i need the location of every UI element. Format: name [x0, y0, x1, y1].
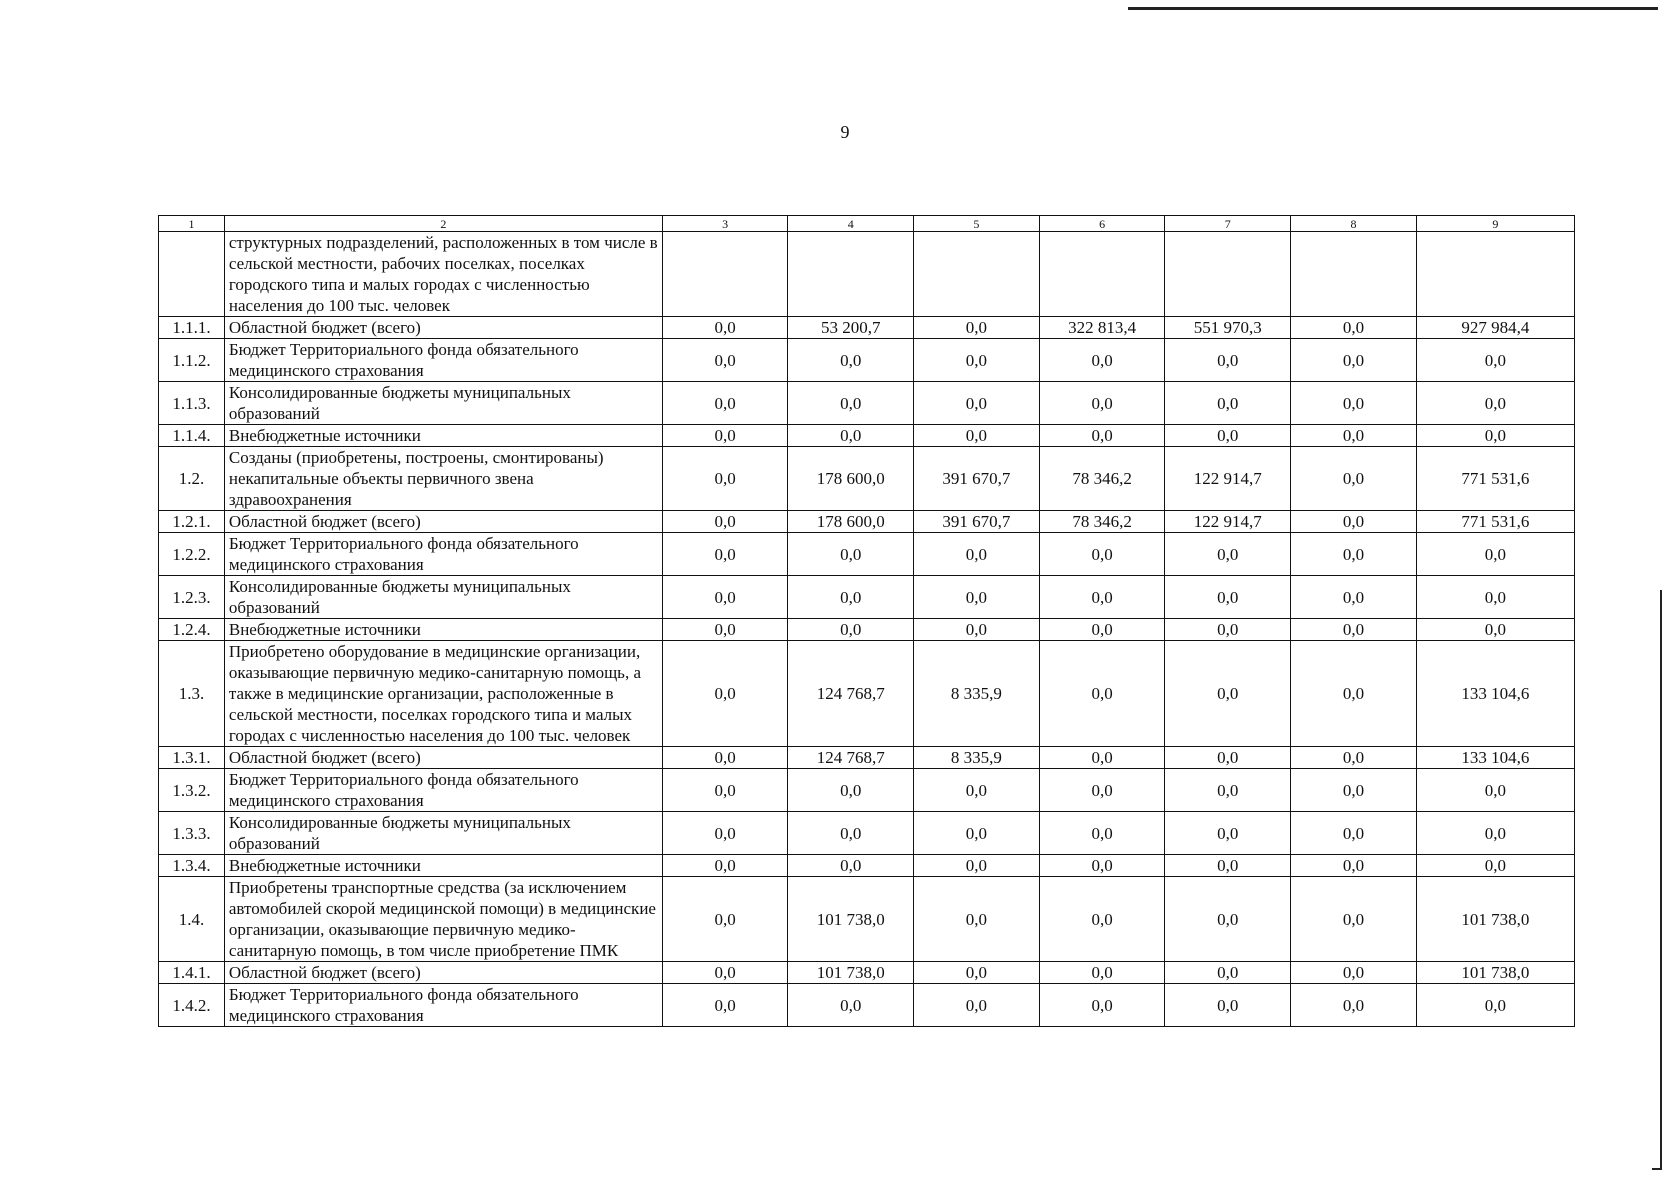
value-cell: 0,0	[1039, 877, 1165, 962]
value-cell: 0,0	[788, 339, 914, 382]
value-cell: 0,0	[1039, 962, 1165, 984]
value-cell: 0,0	[788, 533, 914, 576]
table-row	[159, 619, 1575, 641]
value-cell: 0,0	[1165, 576, 1291, 619]
table-row	[159, 533, 1575, 576]
table-row	[159, 339, 1575, 382]
value-cell: 0,0	[1039, 533, 1165, 576]
value-cell: 771 531,6	[1416, 447, 1574, 511]
value-cell: 0,0	[1039, 339, 1165, 382]
value-cell: 53 200,7	[788, 317, 914, 339]
value-cell: 0,0	[1165, 984, 1291, 1027]
value-cell: 0,0	[914, 877, 1040, 962]
row-number: 1.2.3.	[159, 576, 225, 619]
value-cell: 0,0	[662, 769, 788, 812]
value-cell: 0,0	[662, 425, 788, 447]
header-row	[159, 216, 1575, 232]
value-cell: 0,0	[1291, 447, 1417, 511]
header-cell: 1	[159, 216, 225, 232]
value-cell: 0,0	[1291, 619, 1417, 641]
value-cell: 0,0	[788, 425, 914, 447]
value-cell: 0,0	[788, 382, 914, 425]
budget-table	[158, 215, 1575, 1027]
value-cell: 0,0	[914, 812, 1040, 855]
value-cell: 0,0	[914, 619, 1040, 641]
value-cell: 0,0	[1165, 425, 1291, 447]
value-cell: 0,0	[914, 339, 1040, 382]
value-cell: 0,0	[1039, 812, 1165, 855]
value-cell: 78 346,2	[1039, 447, 1165, 511]
value-cell: 0,0	[1291, 855, 1417, 877]
value-cell: 122 914,7	[1165, 511, 1291, 533]
value-cell: 0,0	[1291, 747, 1417, 769]
value-cell	[1039, 232, 1165, 317]
value-cell: 0,0	[788, 812, 914, 855]
value-cell: 0,0	[662, 641, 788, 747]
value-cell: 0,0	[1165, 855, 1291, 877]
value-cell: 0,0	[1165, 382, 1291, 425]
value-cell: 0,0	[1416, 382, 1574, 425]
value-cell: 0,0	[1291, 641, 1417, 747]
table-row	[159, 382, 1575, 425]
value-cell: 0,0	[914, 533, 1040, 576]
value-cell: 101 738,0	[1416, 877, 1574, 962]
row-number: 1.1.1.	[159, 317, 225, 339]
value-cell: 124 768,7	[788, 641, 914, 747]
value-cell: 0,0	[1291, 533, 1417, 576]
value-cell: 391 670,7	[914, 447, 1040, 511]
table-row	[159, 877, 1575, 962]
value-cell: 0,0	[1165, 962, 1291, 984]
value-cell: 0,0	[662, 576, 788, 619]
value-cell: 0,0	[1416, 425, 1574, 447]
value-cell: 178 600,0	[788, 511, 914, 533]
value-cell: 0,0	[1165, 339, 1291, 382]
row-description: Созданы (приобретены, построены, смонтированы) некапитальные объекты первичного звена здравоохранения	[224, 447, 662, 511]
table-row	[159, 962, 1575, 984]
row-number: 1.4.1.	[159, 962, 225, 984]
table-row	[159, 747, 1575, 769]
value-cell: 0,0	[1165, 619, 1291, 641]
value-cell: 927 984,4	[1416, 317, 1574, 339]
value-cell: 101 738,0	[788, 962, 914, 984]
value-cell: 0,0	[1291, 576, 1417, 619]
value-cell: 0,0	[1039, 855, 1165, 877]
row-number: 1.3.	[159, 641, 225, 747]
value-cell: 8 335,9	[914, 641, 1040, 747]
value-cell	[662, 232, 788, 317]
value-cell: 0,0	[1416, 855, 1574, 877]
value-cell: 0,0	[914, 576, 1040, 619]
value-cell	[1416, 232, 1574, 317]
value-cell: 0,0	[662, 619, 788, 641]
value-cell: 0,0	[1416, 812, 1574, 855]
row-description: Бюджет Территориального фонда обязательного медицинского страхования	[224, 533, 662, 576]
value-cell: 0,0	[914, 855, 1040, 877]
value-cell: 8 335,9	[914, 747, 1040, 769]
value-cell: 0,0	[1039, 576, 1165, 619]
row-description: Бюджет Территориального фонда обязательного медицинского страхования	[224, 984, 662, 1027]
value-cell: 0,0	[662, 747, 788, 769]
value-cell: 133 104,6	[1416, 747, 1574, 769]
table-row	[159, 511, 1575, 533]
table-row	[159, 641, 1575, 747]
value-cell: 0,0	[1416, 769, 1574, 812]
table-row	[159, 232, 1575, 317]
value-cell: 0,0	[914, 425, 1040, 447]
table-body	[159, 232, 1575, 1027]
row-description: Областной бюджет (всего)	[224, 962, 662, 984]
value-cell: 0,0	[1291, 339, 1417, 382]
header-cell: 8	[1291, 216, 1417, 232]
right-border-line	[1660, 590, 1662, 1170]
row-description: Внебюджетные источники	[224, 619, 662, 641]
value-cell: 0,0	[662, 533, 788, 576]
header-cell: 9	[1416, 216, 1574, 232]
table-row	[159, 855, 1575, 877]
value-cell: 0,0	[1039, 769, 1165, 812]
row-number: 1.3.2.	[159, 769, 225, 812]
row-number: 1.2.1.	[159, 511, 225, 533]
value-cell: 0,0	[914, 317, 1040, 339]
value-cell: 0,0	[914, 984, 1040, 1027]
row-description: Областной бюджет (всего)	[224, 317, 662, 339]
value-cell: 0,0	[1416, 339, 1574, 382]
value-cell: 0,0	[788, 984, 914, 1027]
row-description: Консолидированные бюджеты муниципальных образований	[224, 576, 662, 619]
value-cell: 0,0	[1165, 747, 1291, 769]
table-row	[159, 317, 1575, 339]
value-cell: 0,0	[1291, 769, 1417, 812]
value-cell: 0,0	[1291, 984, 1417, 1027]
row-number: 1.2.4.	[159, 619, 225, 641]
row-number: 1.3.1.	[159, 747, 225, 769]
value-cell: 0,0	[1039, 425, 1165, 447]
value-cell: 0,0	[788, 619, 914, 641]
row-description: Внебюджетные источники	[224, 425, 662, 447]
value-cell: 0,0	[1039, 984, 1165, 1027]
row-number	[159, 232, 225, 317]
header-cell: 7	[1165, 216, 1291, 232]
value-cell: 0,0	[1291, 425, 1417, 447]
value-cell: 0,0	[1291, 812, 1417, 855]
row-number: 1.1.4.	[159, 425, 225, 447]
value-cell: 0,0	[1165, 769, 1291, 812]
value-cell: 0,0	[914, 962, 1040, 984]
row-number: 1.4.2.	[159, 984, 225, 1027]
value-cell: 122 914,7	[1165, 447, 1291, 511]
value-cell: 0,0	[1291, 511, 1417, 533]
value-cell: 124 768,7	[788, 747, 914, 769]
table-row	[159, 576, 1575, 619]
value-cell: 0,0	[662, 382, 788, 425]
value-cell: 78 346,2	[1039, 511, 1165, 533]
table-row	[159, 447, 1575, 511]
value-cell: 0,0	[788, 769, 914, 812]
row-number: 1.3.4.	[159, 855, 225, 877]
right-border-foot	[1652, 1168, 1662, 1170]
value-cell: 0,0	[1165, 877, 1291, 962]
header-cell: 3	[662, 216, 788, 232]
row-number: 1.2.2.	[159, 533, 225, 576]
value-cell: 0,0	[1039, 382, 1165, 425]
header-cell: 6	[1039, 216, 1165, 232]
value-cell: 0,0	[1416, 984, 1574, 1027]
value-cell: 0,0	[662, 812, 788, 855]
row-number: 1.2.	[159, 447, 225, 511]
row-description: Областной бюджет (всего)	[224, 511, 662, 533]
table-row	[159, 425, 1575, 447]
value-cell: 391 670,7	[914, 511, 1040, 533]
header-cell: 4	[788, 216, 914, 232]
value-cell	[788, 232, 914, 317]
table-row	[159, 769, 1575, 812]
value-cell: 0,0	[662, 317, 788, 339]
value-cell: 178 600,0	[788, 447, 914, 511]
value-cell	[1291, 232, 1417, 317]
row-description: Бюджет Территориального фонда обязательного медицинского страхования	[224, 769, 662, 812]
row-number: 1.4.	[159, 877, 225, 962]
value-cell: 0,0	[662, 447, 788, 511]
page-number: 9	[840, 122, 850, 142]
value-cell: 0,0	[788, 576, 914, 619]
row-number: 1.3.3.	[159, 812, 225, 855]
value-cell: 0,0	[1291, 317, 1417, 339]
value-cell: 0,0	[1039, 747, 1165, 769]
value-cell: 0,0	[662, 339, 788, 382]
header-cell: 2	[224, 216, 662, 232]
value-cell: 0,0	[1291, 877, 1417, 962]
value-cell: 0,0	[662, 855, 788, 877]
table-row	[159, 984, 1575, 1027]
value-cell: 0,0	[1416, 533, 1574, 576]
value-cell: 0,0	[1291, 962, 1417, 984]
value-cell: 322 813,4	[1039, 317, 1165, 339]
header-cell: 5	[914, 216, 1040, 232]
value-cell: 0,0	[1416, 576, 1574, 619]
row-description: структурных подразделений, расположенных в том числе в сельской местности, рабочих поселках, поселках городского типа и малых городах с численностью населения до 100 тыс. человек	[224, 232, 662, 317]
value-cell: 0,0	[662, 511, 788, 533]
row-description: Областной бюджет (всего)	[224, 747, 662, 769]
value-cell: 0,0	[662, 962, 788, 984]
value-cell: 0,0	[1416, 619, 1574, 641]
value-cell: 0,0	[788, 855, 914, 877]
row-number: 1.1.3.	[159, 382, 225, 425]
value-cell: 101 738,0	[788, 877, 914, 962]
value-cell: 0,0	[1165, 533, 1291, 576]
value-cell: 0,0	[1291, 382, 1417, 425]
value-cell: 0,0	[914, 769, 1040, 812]
row-description: Консолидированные бюджеты муниципальных образований	[224, 812, 662, 855]
value-cell	[1165, 232, 1291, 317]
value-cell	[914, 232, 1040, 317]
value-cell: 0,0	[1165, 812, 1291, 855]
row-number: 1.1.2.	[159, 339, 225, 382]
row-description: Приобретено оборудование в медицинские организации, оказывающие первичную медико-санитарную помощь, а также в медицинские организации, расположенные в сельской местности, поселках городского типа и малых городах с численностью населения до 100 тыс. человек	[224, 641, 662, 747]
top-border-line	[1128, 7, 1658, 10]
value-cell: 101 738,0	[1416, 962, 1574, 984]
value-cell: 551 970,3	[1165, 317, 1291, 339]
value-cell: 0,0	[662, 984, 788, 1027]
value-cell: 0,0	[914, 382, 1040, 425]
value-cell: 0,0	[1165, 641, 1291, 747]
row-description: Приобретены транспортные средства (за исключением автомобилей скорой медицинской помощи) в медицинские организации, оказывающие первичную медико-санитарную помощь, в том числе приобретение ПМК	[224, 877, 662, 962]
value-cell: 0,0	[1039, 641, 1165, 747]
row-description: Консолидированные бюджеты муниципальных образований	[224, 382, 662, 425]
value-cell: 0,0	[662, 877, 788, 962]
value-cell: 771 531,6	[1416, 511, 1574, 533]
value-cell: 0,0	[1039, 619, 1165, 641]
row-description: Бюджет Территориального фонда обязательного медицинского страхования	[224, 339, 662, 382]
table-row	[159, 812, 1575, 855]
row-description: Внебюджетные источники	[224, 855, 662, 877]
value-cell: 133 104,6	[1416, 641, 1574, 747]
